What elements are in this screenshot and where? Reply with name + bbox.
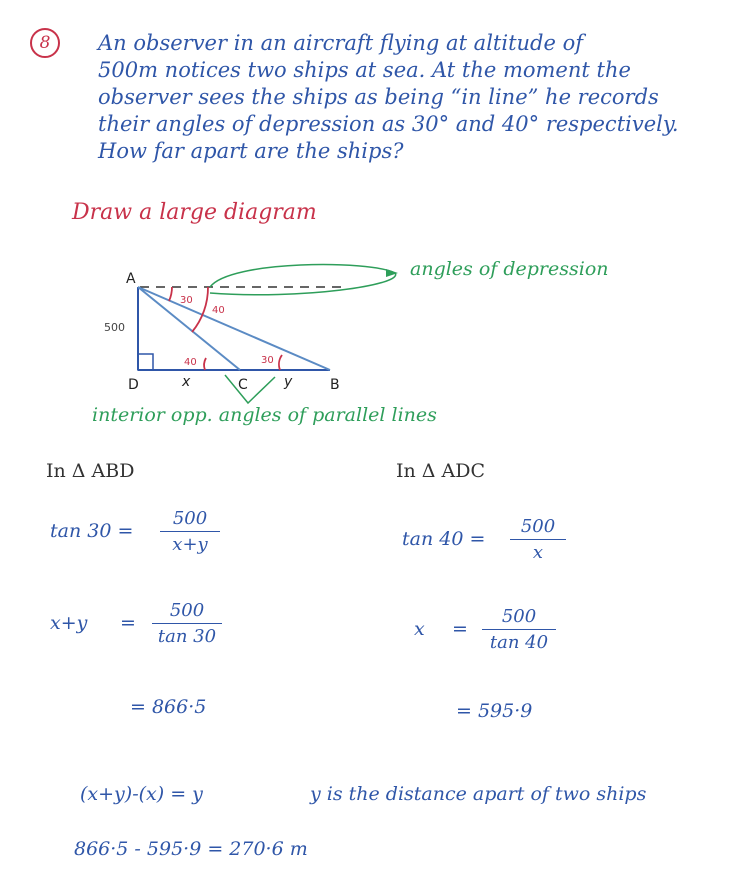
angle-arc-40 <box>192 287 208 332</box>
problem-line-4: their angles of depression as 30° and 40° respectively. <box>98 112 679 136</box>
question-number-badge: 8 <box>30 28 60 58</box>
note-interior-angles: interior opp. angles of parallel lines <box>92 404 437 426</box>
label-height: 500 <box>104 321 125 334</box>
label-angle-b: 30 <box>261 355 274 366</box>
label-angle-40: 40 <box>212 305 225 316</box>
right-line1-fraction <box>510 516 566 563</box>
left-line2-lhs: x+y <box>50 612 88 634</box>
right-angle-marker <box>138 354 153 370</box>
note-angles-of-depression: angles of depression <box>410 258 609 280</box>
right-line2-fraction <box>482 606 556 653</box>
left-line2-num: 500 <box>169 600 205 621</box>
left-line1-fraction <box>160 508 220 555</box>
right-line2-den: tan 40 <box>489 632 549 653</box>
instruction-text: Draw a large diagram <box>72 200 317 225</box>
label-y: y <box>284 374 293 390</box>
right-line2-num: 500 <box>501 606 537 627</box>
left-line1-den: x+y <box>172 534 208 555</box>
right-line1-lhs: tan 40 = <box>402 528 486 550</box>
left-line1-lhs: tan 30 = <box>50 520 134 542</box>
label-x: x <box>182 374 191 390</box>
label-angle-30: 30 <box>180 295 193 306</box>
left-line1-num: 500 <box>172 508 208 529</box>
label-angle-c: 40 <box>184 357 197 368</box>
problem-line-3: observer sees the ships as being “in line” he records <box>98 85 659 109</box>
problem-line-5: How far apart are the ships? <box>98 139 404 163</box>
interior-angle-pointer <box>225 375 275 403</box>
angle-arc-c <box>204 358 206 370</box>
depression-arrow <box>210 265 396 295</box>
left-line2-eq: = <box>120 612 136 634</box>
angle-arc-b <box>279 355 282 370</box>
right-line1-num: 500 <box>520 516 556 537</box>
left-line3: = 866·5 <box>130 696 207 718</box>
right-heading: In Δ ADC <box>396 460 486 482</box>
arrow-head <box>386 269 398 277</box>
right-line1-den: x <box>532 542 544 563</box>
conclusion-note: y is the distance apart of two ships <box>310 783 647 805</box>
label-a: A <box>126 271 136 287</box>
right-line3: = 595·9 <box>456 700 533 722</box>
conclusion-expression: (x+y)-(x) = y <box>80 783 203 805</box>
left-line2-den: tan 30 <box>157 626 217 647</box>
line-ab <box>138 287 330 370</box>
angle-arc-30 <box>169 287 172 301</box>
right-line2-eq: = <box>452 618 468 640</box>
problem-line-2: 500m notices two ships at sea. At the moment the <box>98 58 631 82</box>
label-d: D <box>128 377 139 393</box>
problem-line-1: An observer in an aircraft flying at altitude of <box>98 31 583 55</box>
final-answer: 866·5 - 595·9 = 270·6 m <box>74 838 308 860</box>
left-line2-fraction <box>152 600 222 647</box>
label-c: C <box>238 377 248 393</box>
left-heading: In Δ ABD <box>46 460 135 482</box>
label-b: B <box>330 377 340 393</box>
right-line2-lhs: x <box>414 618 425 640</box>
